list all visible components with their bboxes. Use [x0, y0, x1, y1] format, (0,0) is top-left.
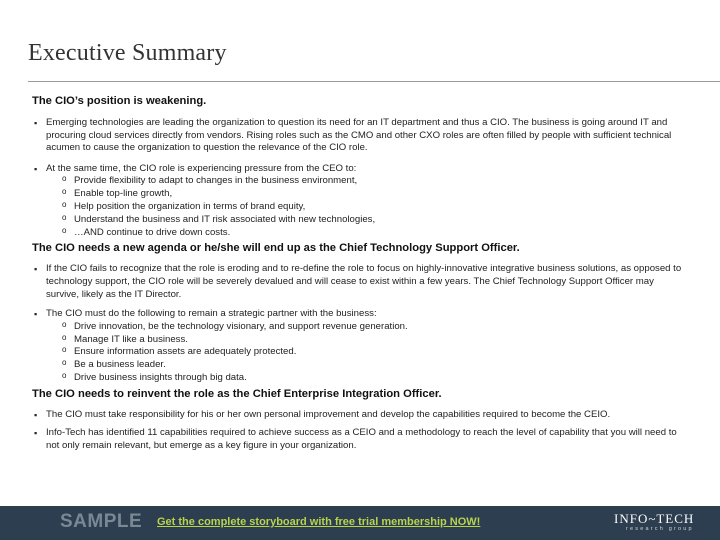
- sub-bullet-text: Understand the business and IT risk associated with new technologies,: [74, 213, 376, 225]
- circle-bullet-icon: o: [62, 332, 67, 342]
- sample-label: SAMPLE: [60, 511, 143, 532]
- sub-bullet-text: Drive business insights through big data.: [74, 371, 247, 383]
- sub-bullet-item: [46, 346, 682, 359]
- circle-bullet-icon: o: [62, 212, 67, 222]
- trial-membership-link[interactable]: Get the complete storyboard with free trial membership NOW!: [157, 516, 481, 528]
- bullet-text: Info-Tech has identified 11 capabilities required to achieve success as a CEIO and a methodology to reach the level of capability that you will need to not only remain relevant, but emerge as a key figure in your organization.: [46, 427, 677, 451]
- bullet-item: [32, 427, 682, 452]
- sub-bullet-text: Drive innovation, be the technology visionary, and support revenue generation.: [74, 320, 408, 332]
- bullet-text: The CIO must take responsibility for his or her own personal improvement and develop the capabilities required to become the CEIO.: [46, 408, 611, 420]
- sub-bullet-item: [46, 188, 682, 201]
- logo-tagline: research group: [626, 526, 694, 532]
- info-tech-logo: [614, 511, 706, 535]
- circle-bullet-icon: o: [62, 345, 67, 355]
- section-heading: The CIO needs to reinvent the role as the Chief Enterprise Integration Officer.: [32, 387, 442, 400]
- circle-bullet-icon: o: [62, 358, 67, 368]
- section-new-agenda: [32, 241, 682, 384]
- bullet-item: [32, 117, 682, 155]
- sub-bullet-item: [46, 334, 682, 347]
- square-bullet-icon: ▪: [34, 428, 38, 439]
- sub-bullet-item: [46, 372, 682, 385]
- sub-bullet-item: [46, 201, 682, 214]
- sub-bullet-text: Enable top-line growth,: [74, 188, 173, 200]
- logo-wordmark: INFO~TECH: [614, 511, 695, 526]
- sub-bullet-item: [46, 359, 682, 372]
- bullet-text: If the CIO fails to recognize that the role is eroding and to re-define the role to focus on highly-innovative integrative business solutions, as opposed to technology support, the CIO role will be severely devalued and will cease to exist within a few years. The Chief Technology Support Officer may survive, likely as the IT Director.: [46, 263, 682, 300]
- title-divider: [28, 81, 720, 82]
- bullet-item: [32, 409, 682, 422]
- square-bullet-icon: ▪: [34, 118, 38, 128]
- executive-summary-content: [32, 94, 682, 453]
- square-bullet-icon: ▪: [34, 163, 38, 174]
- sub-bullet-text: Ensure information assets are adequately protected.: [74, 346, 297, 358]
- bullet-text: At the same time, the CIO role is experiencing pressure from the CEO to:: [46, 162, 357, 174]
- bullet-item: [32, 163, 682, 240]
- sub-bullet-text: Be a business leader.: [74, 359, 166, 371]
- circle-bullet-icon: o: [62, 225, 67, 235]
- square-bullet-icon: ▪: [34, 264, 38, 275]
- square-bullet-icon: ▪: [34, 409, 38, 420]
- sub-bullet-text: Provide flexibility to adapt to changes in the business environment,: [74, 175, 358, 187]
- bullet-item: [32, 263, 682, 301]
- sub-bullet-item: [46, 175, 682, 188]
- sub-bullet-text: Help position the organization in terms of brand equity,: [74, 200, 306, 212]
- circle-bullet-icon: o: [62, 370, 67, 380]
- circle-bullet-icon: o: [62, 319, 67, 329]
- footer-banner: [0, 506, 720, 540]
- page-title: Executive Summary: [28, 40, 227, 66]
- sub-bullet-item: [46, 227, 682, 240]
- bullet-text: Emerging technologies are leading the organization to question its need for an IT department and thus a CIO. The business is going around IT and procuring cloud services directly from vendors. Rising roles such as the CMO and other CXO roles are often filled by people with sufficient technical acumen to cause the organization to question the relevance of the CIO role.: [46, 117, 672, 154]
- bullet-item: [32, 308, 682, 385]
- sub-bullet-item: [46, 321, 682, 334]
- sub-bullet-text: Manage IT like a business.: [74, 333, 188, 345]
- circle-bullet-icon: o: [62, 174, 67, 184]
- circle-bullet-icon: o: [62, 199, 67, 209]
- bullet-text: The CIO must do the following to remain a strategic partner with the business:: [46, 308, 377, 320]
- circle-bullet-icon: o: [62, 187, 67, 197]
- square-bullet-icon: ▪: [34, 309, 38, 320]
- section-heading: The CIO needs a new agenda or he/she will end up as the Chief Technology Support Officer.: [32, 242, 520, 255]
- sub-bullet-item: [46, 214, 682, 227]
- section-reinvent-role: [32, 387, 682, 453]
- section-heading: The CIO’s position is weakening.: [32, 95, 207, 107]
- sub-bullet-text: …AND continue to drive down costs.: [74, 226, 231, 238]
- section-cio-position: [32, 94, 682, 239]
